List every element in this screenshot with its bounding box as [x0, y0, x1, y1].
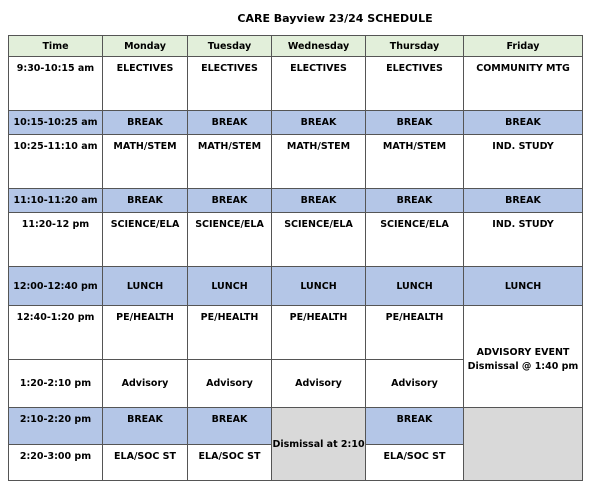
table-cell: LUNCH: [103, 267, 188, 306]
table-cell: SCIENCE/ELA: [366, 213, 464, 267]
header-monday: Monday: [103, 36, 188, 57]
time-cell: 11:10-11:20 am: [9, 189, 103, 213]
friday-empty-cell: [464, 408, 583, 481]
table-cell: BREAK: [188, 408, 272, 445]
table-cell: BREAK: [188, 189, 272, 213]
table-cell: ELA/SOC ST: [103, 445, 188, 481]
dismissal-time-label: Dismissal @ 1:40 pm: [467, 360, 579, 372]
table-row: [9, 408, 583, 445]
table-cell: SCIENCE/ELA: [188, 213, 272, 267]
table-cell: SCIENCE/ELA: [103, 213, 188, 267]
table-cell: SCIENCE/ELA: [272, 213, 366, 267]
table-row: [9, 135, 583, 189]
table-cell: MATH/STEM: [103, 135, 188, 189]
table-cell: BREAK: [366, 408, 464, 445]
time-cell: 2:20-3:00 pm: [9, 445, 103, 481]
table-cell: BREAK: [103, 189, 188, 213]
table-row: [9, 213, 583, 267]
time-cell: 9:30-10:15 am: [9, 57, 103, 111]
table-cell: IND. STUDY: [464, 135, 583, 189]
table-cell: ELA/SOC ST: [366, 445, 464, 481]
table-cell: BREAK: [103, 408, 188, 445]
friday-advisory-cell: [464, 306, 583, 408]
table-cell: MATH/STEM: [272, 135, 366, 189]
header-friday: Friday: [464, 36, 583, 57]
table-cell: BREAK: [103, 111, 188, 135]
advisory-event-label: ADVISORY EVENT: [476, 346, 570, 358]
table-cell: BREAK: [188, 111, 272, 135]
schedule-table: [8, 35, 583, 481]
table-cell: PE/HEALTH: [272, 306, 366, 360]
time-cell: 11:20-12 pm: [9, 213, 103, 267]
table-cell: BREAK: [272, 189, 366, 213]
time-cell: 1:20-2:10 pm: [9, 360, 103, 408]
table-cell: BREAK: [272, 111, 366, 135]
table-cell: COMMUNITY MTG: [464, 57, 583, 111]
header-time: Time: [9, 36, 103, 57]
table-cell: PE/HEALTH: [103, 306, 188, 360]
table-row: [9, 111, 583, 135]
table-row: [9, 189, 583, 213]
table-cell: PE/HEALTH: [366, 306, 464, 360]
header-wednesday: Wednesday: [272, 36, 366, 57]
table-row: [9, 267, 583, 306]
table-cell: MATH/STEM: [188, 135, 272, 189]
header-row: [9, 36, 583, 57]
table-cell: LUNCH: [188, 267, 272, 306]
page-title: CARE Bayview 23/24 SCHEDULE: [237, 12, 433, 25]
header-thursday: Thursday: [366, 36, 464, 57]
table-row: [9, 57, 583, 111]
table-cell: ELA/SOC ST: [188, 445, 272, 481]
table-cell: Advisory: [366, 360, 464, 408]
table-cell: PE/HEALTH: [188, 306, 272, 360]
wednesday-dismissal-cell: Dismissal at 2:10: [272, 408, 366, 481]
time-cell: 12:40-1:20 pm: [9, 306, 103, 360]
table-cell: BREAK: [366, 111, 464, 135]
table-cell: MATH/STEM: [366, 135, 464, 189]
header-tuesday: Tuesday: [188, 36, 272, 57]
table-cell: ELECTIVES: [188, 57, 272, 111]
table-cell: ELECTIVES: [103, 57, 188, 111]
table-row: [9, 306, 583, 360]
table-cell: BREAK: [366, 189, 464, 213]
table-cell: Advisory: [188, 360, 272, 408]
time-cell: 2:10-2:20 pm: [9, 408, 103, 445]
table-cell: BREAK: [464, 189, 583, 213]
time-cell: 10:25-11:10 am: [9, 135, 103, 189]
time-cell: 12:00-12:40 pm: [9, 267, 103, 306]
table-cell: LUNCH: [464, 267, 583, 306]
table-cell: BREAK: [464, 111, 583, 135]
table-cell: Advisory: [272, 360, 366, 408]
table-cell: ELECTIVES: [272, 57, 366, 111]
time-cell: 10:15-10:25 am: [9, 111, 103, 135]
table-cell: Advisory: [103, 360, 188, 408]
table-cell: IND. STUDY: [464, 213, 583, 267]
table-cell: ELECTIVES: [366, 57, 464, 111]
table-cell: LUNCH: [272, 267, 366, 306]
table-cell: LUNCH: [366, 267, 464, 306]
